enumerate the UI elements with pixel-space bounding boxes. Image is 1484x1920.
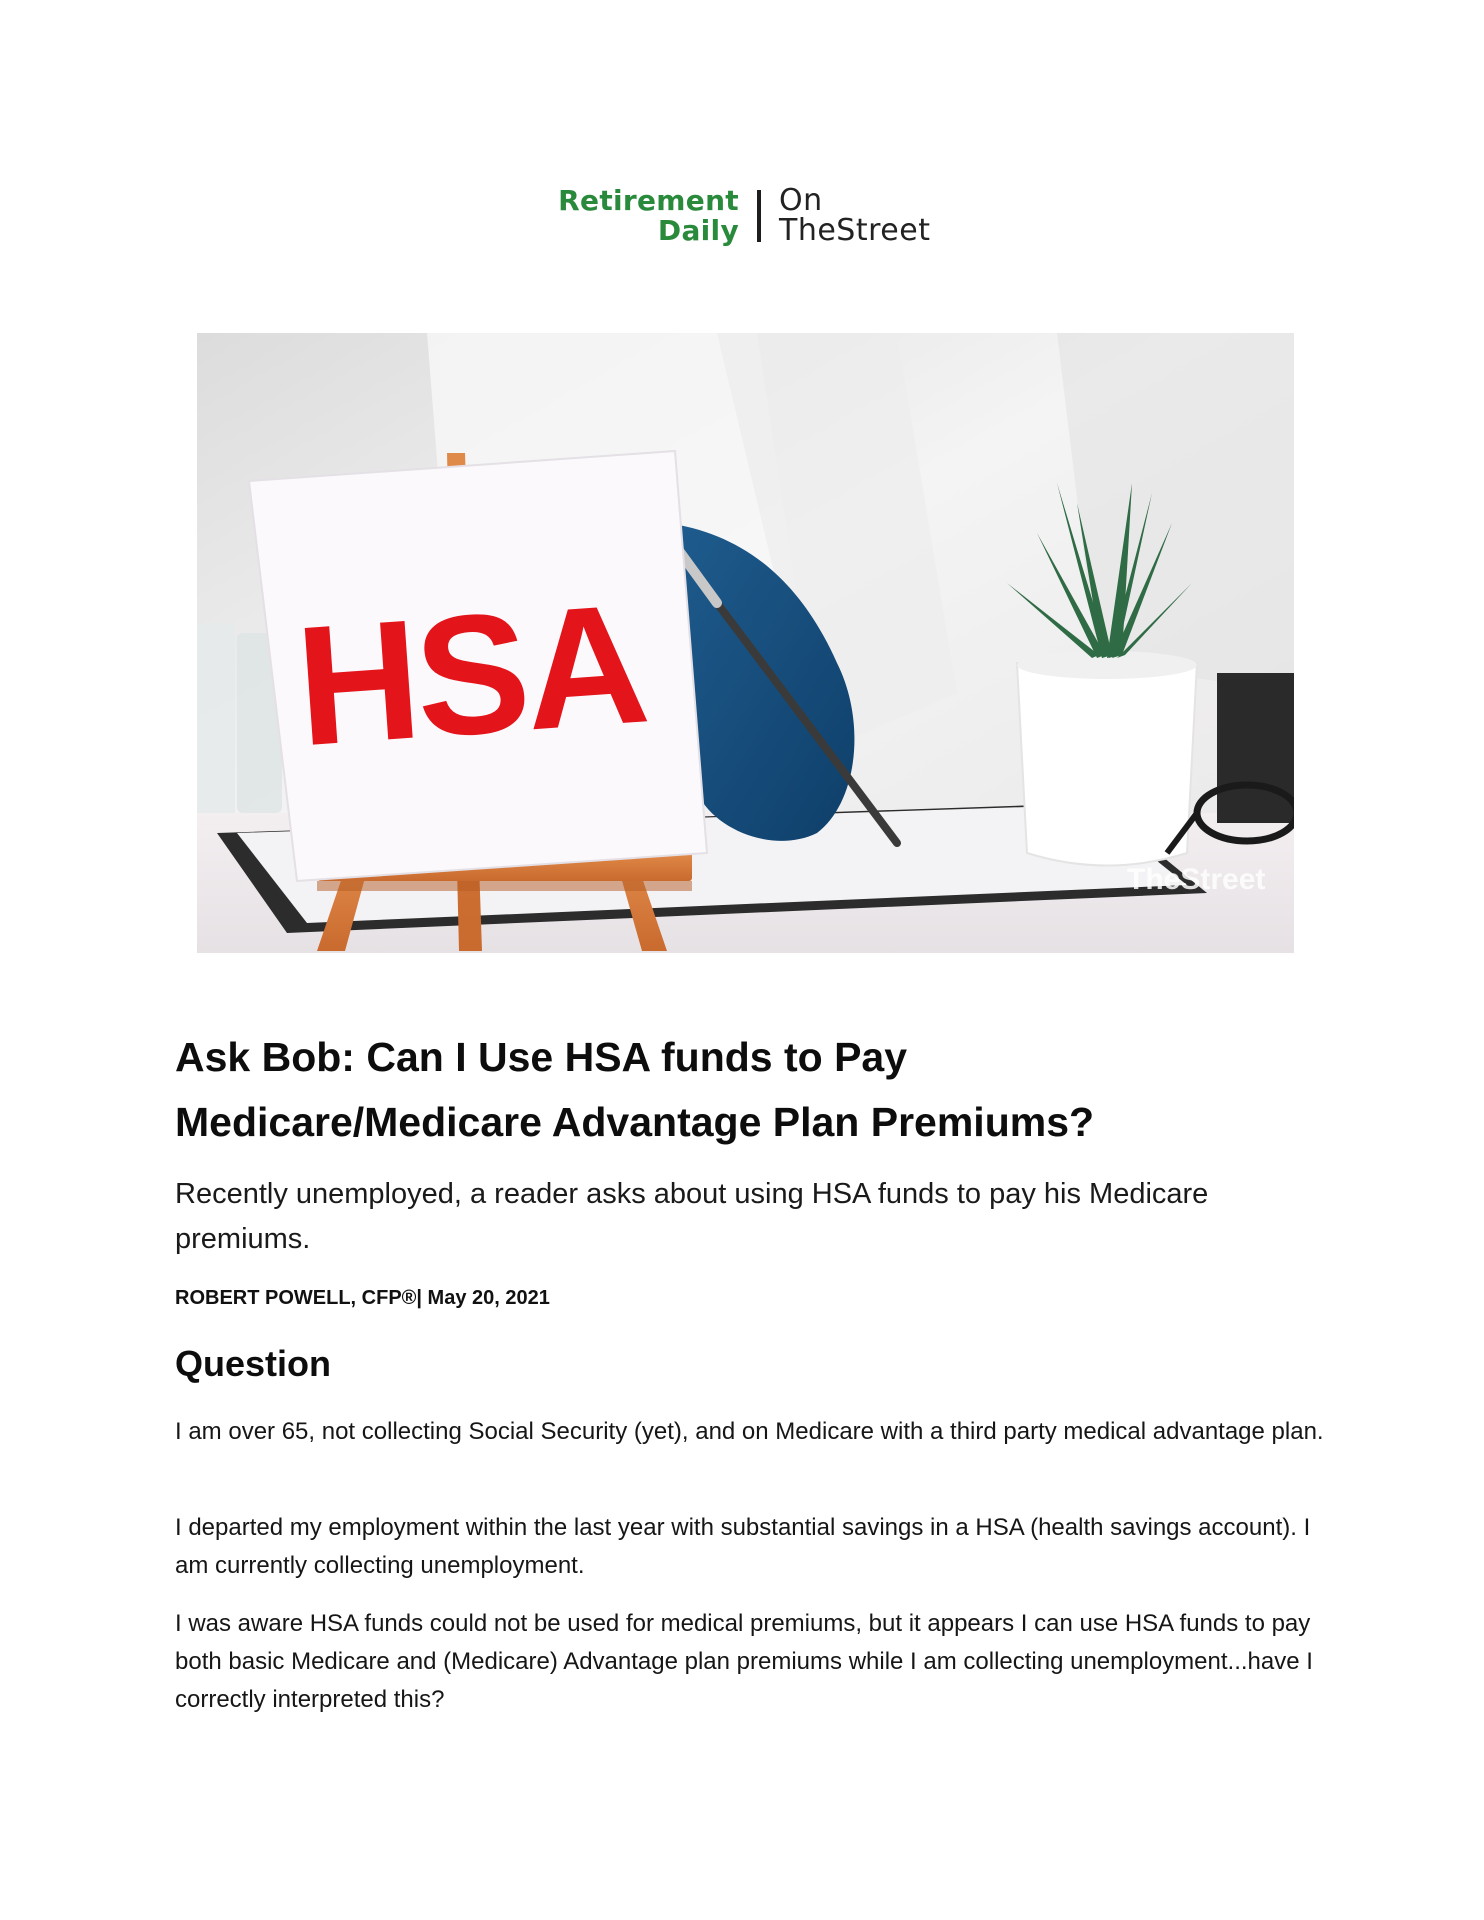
article-byline: ROBERT POWELL, CFP®| May 20, 2021 [175, 1287, 550, 1309]
logo-on-thestreet [779, 183, 931, 248]
question-paragraph: I am over 65, not collecting Social Security (yet), and on Medicare with a third party medical advantage plan. [175, 1418, 1324, 1445]
article-subtitle: Recently unemployed, a reader asks about using HSA funds to pay his Medicare premiums. [175, 1178, 1209, 1255]
logo-divider [757, 190, 761, 242]
hero-watermark: TheStreet [1127, 863, 1266, 896]
logo-retirement-text: Retirement [558, 184, 739, 217]
article-title [175, 1025, 1335, 1155]
hero-image [197, 333, 1294, 953]
site-logo[interactable] [505, 182, 985, 250]
question-paragraph: I departed my employment within the last year with substantial savings in a HSA (health savings account). I am currently collecting unemployment. [175, 1514, 1311, 1579]
logo-retirement-daily [505, 186, 739, 246]
article-title-line1: Ask Bob: Can I Use HSA funds to Pay [175, 1034, 908, 1080]
logo-on-text: On [779, 183, 823, 218]
section-heading-question: Question [175, 1343, 332, 1384]
logo-thestreet-text: TheStreet [779, 213, 931, 248]
logo-daily-text: Daily [657, 214, 739, 247]
article-title-line2: Medicare/Medicare Advantage Plan Premiums? [175, 1099, 1095, 1145]
question-paragraph: I was aware HSA funds could not be used for medical premiums, but it appears I can use HSA funds to pay both basic Medicare and (Medicare) Advantage plan premiums while I am collecting unemployment...have I correctly interpreted this? [175, 1610, 1313, 1713]
hero-hsa-sign-text: HSA [290, 568, 651, 783]
